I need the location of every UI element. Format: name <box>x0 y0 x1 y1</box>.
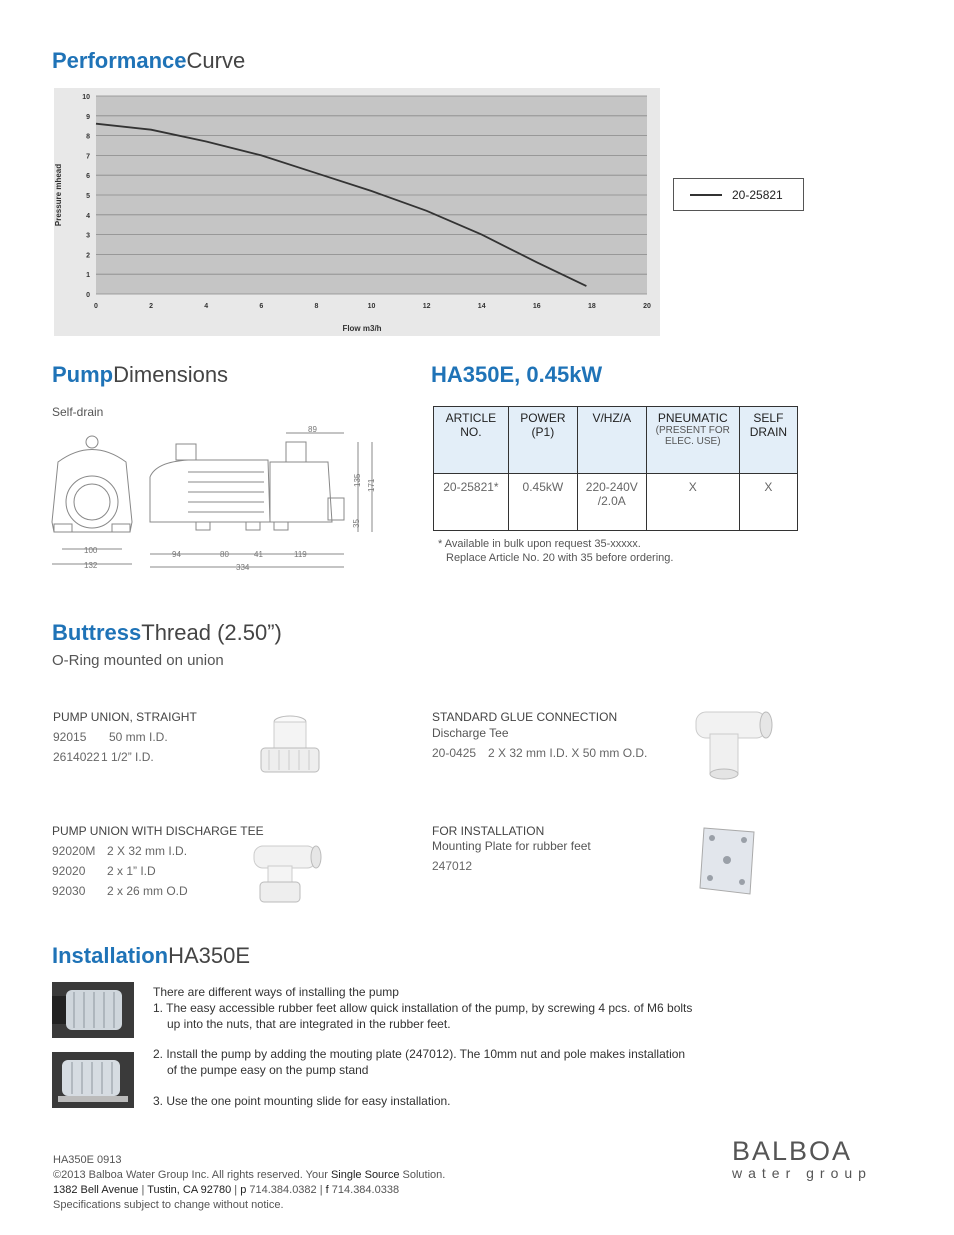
col-article: ARTICLE NO. <box>434 407 509 474</box>
x-tick-label: 8 <box>314 303 319 310</box>
union-straight-image <box>255 710 325 778</box>
y-tick-label: 4 <box>86 212 90 220</box>
product-glue-subheader: Discharge Tee <box>432 726 509 740</box>
col-power: POWER (P1) <box>508 407 577 474</box>
spec-note-1: * Available in bulk upon request 35-xxxxx. <box>438 538 641 550</box>
installation-step-3: 3. Use the one point mounting slide for easy installation. <box>153 1094 451 1108</box>
col-self-drain: SELF DRAIN <box>739 407 797 474</box>
x-tick-label: 4 <box>204 303 209 310</box>
side-view-pump-head <box>270 462 332 522</box>
x-tick-label: 2 <box>149 303 154 310</box>
product-row: 92015 50 mm I.D. <box>53 730 168 744</box>
side-view-motor <box>150 460 270 522</box>
performance-title: PerformanceCurve <box>52 48 246 73</box>
installation-intro: There are different ways of installing the pump <box>153 985 399 999</box>
footer-copyright: ©2013 Balboa Water Group Inc. All rights reserved. Your Single Source Solution. <box>53 1169 446 1181</box>
y-tick-label: 10 <box>82 94 90 101</box>
cell-power: 0.45kW <box>508 474 577 531</box>
x-axis-label: Flow m3/h <box>342 324 382 333</box>
x-tick-label: 0 <box>94 303 98 310</box>
chart-legend <box>673 178 804 211</box>
footer-doc-id: HA350E 0913 <box>53 1154 122 1166</box>
dim-171: 171 <box>367 478 376 492</box>
installation-text <box>153 984 692 1109</box>
buttress-title: ButtressThread (2.50”) <box>52 620 282 645</box>
spec-title: HA350E, 0.45kW <box>431 362 603 387</box>
y-axis-label: Pressure mhead <box>54 163 63 227</box>
y-tick-label: 0 <box>86 292 90 299</box>
x-tick-label: 20 <box>643 303 651 310</box>
cell-vhza: 220-240V /2.0A <box>577 474 646 531</box>
logo-subline: water group <box>732 1165 872 1181</box>
dim-80: 80 <box>220 550 229 559</box>
product-row: 20-0425 2 X 32 mm I.D. X 50 mm O.D. <box>432 746 648 760</box>
y-tick-label: 2 <box>86 252 90 260</box>
product-row: 92030 2 x 26 mm O.D <box>52 884 188 898</box>
footer <box>53 1153 445 1213</box>
dimensions-title: PumpDimensions <box>52 362 229 387</box>
cell-article: 20-25821* <box>434 474 509 531</box>
y-tick-label: 6 <box>86 173 90 181</box>
installation-step-2: 2. Install the pump by adding the mouting plate (247012). The 10mm nut and pole makes installation <box>153 1047 686 1061</box>
col-vhza: V/HZ/A <box>577 407 646 474</box>
spec-note-2: Replace Article No. 20 with 35 before ordering. <box>446 552 674 564</box>
installation-step-1: 1. The easy accessible rubber feet allow quick installation of the pump, by screwing 4 pcs. of M6 bolts <box>153 1001 693 1015</box>
product-union-tee-header: PUMP UNION WITH DISCHARGE TEE <box>52 824 264 838</box>
discharge-tee-image <box>690 700 776 780</box>
installation-photo-1 <box>52 982 134 1038</box>
x-tick-label: 18 <box>588 303 596 310</box>
x-tick-label: 6 <box>259 303 264 310</box>
col-pneumatic: PNEUMATIC (PRESENT FOR ELEC. USE) <box>646 407 739 474</box>
mounting-plate-image <box>694 822 760 898</box>
dim-132: 132 <box>84 561 98 570</box>
product-row: 247012 <box>432 859 473 873</box>
spec-header-row <box>434 407 798 474</box>
footer-disclaimer: Specifications subject to change without notice. <box>53 1199 284 1211</box>
installation-photo-2 <box>52 1052 134 1108</box>
dim-89: 89 <box>308 425 317 434</box>
y-tick-label: 7 <box>86 153 90 161</box>
dim-35: 35 <box>352 519 361 528</box>
y-tick-label: 1 <box>86 272 90 280</box>
dim-100: 100 <box>84 546 98 555</box>
x-tick-label: 16 <box>532 303 541 310</box>
dim-119: 119 <box>294 550 307 559</box>
y-tick-label: 3 <box>86 232 90 240</box>
x-tick-label: 10 <box>367 303 376 310</box>
self-drain-label: Self-drain <box>52 405 104 419</box>
cell-pneumatic: X <box>646 474 739 531</box>
spec-table <box>433 406 798 531</box>
balboa-logo <box>732 1136 904 1184</box>
spec-data-row <box>434 474 798 531</box>
dim-334: 334 <box>236 563 250 572</box>
y-tick-label: 9 <box>86 113 90 121</box>
performance-chart <box>40 88 660 338</box>
installation-step-2-cont: of the pumpe easy on the pump stand <box>167 1063 369 1077</box>
product-row: 92020 2 x 1” I.D <box>52 864 156 878</box>
dim-94: 94 <box>172 550 181 559</box>
product-union-straight-header: PUMP UNION, STRAIGHT <box>53 710 197 724</box>
legend-label: 20-25821 <box>732 188 783 202</box>
dim-41: 41 <box>254 550 263 559</box>
logo-wordmark: BALBOA <box>732 1136 853 1166</box>
product-install-header: FOR INSTALLATION <box>432 824 545 838</box>
buttress-subtitle: O-Ring mounted on union <box>52 652 224 669</box>
cell-self-drain: X <box>739 474 797 531</box>
union-tee-image <box>246 836 324 908</box>
y-tick-label: 5 <box>86 193 90 200</box>
x-tick-label: 14 <box>477 303 486 310</box>
product-row: 92020M 2 X 32 mm I.D. <box>52 844 188 858</box>
installation-title: InstallationHA350E <box>52 943 251 968</box>
footer-address: 1382 Bell Avenue | Tustin, CA 92780 | p 714.384.0382 | f 714.384.0338 <box>53 1184 400 1196</box>
product-install-subheader: Mounting Plate for rubber feet <box>432 839 591 853</box>
front-view-knob <box>86 436 98 448</box>
product-glue-header: STANDARD GLUE CONNECTION <box>432 710 618 724</box>
y-tick-label: 8 <box>86 133 90 141</box>
product-row: 26140221 1/2” I.D. <box>53 750 154 764</box>
legend-swatch <box>690 194 722 196</box>
installation-step-1-cont: up into the nuts, that are integrated in the rubber feet. <box>167 1017 451 1031</box>
pump-dimension-drawing <box>48 422 388 574</box>
dim-135: 135 <box>353 473 362 487</box>
x-tick-label: 12 <box>422 303 431 310</box>
